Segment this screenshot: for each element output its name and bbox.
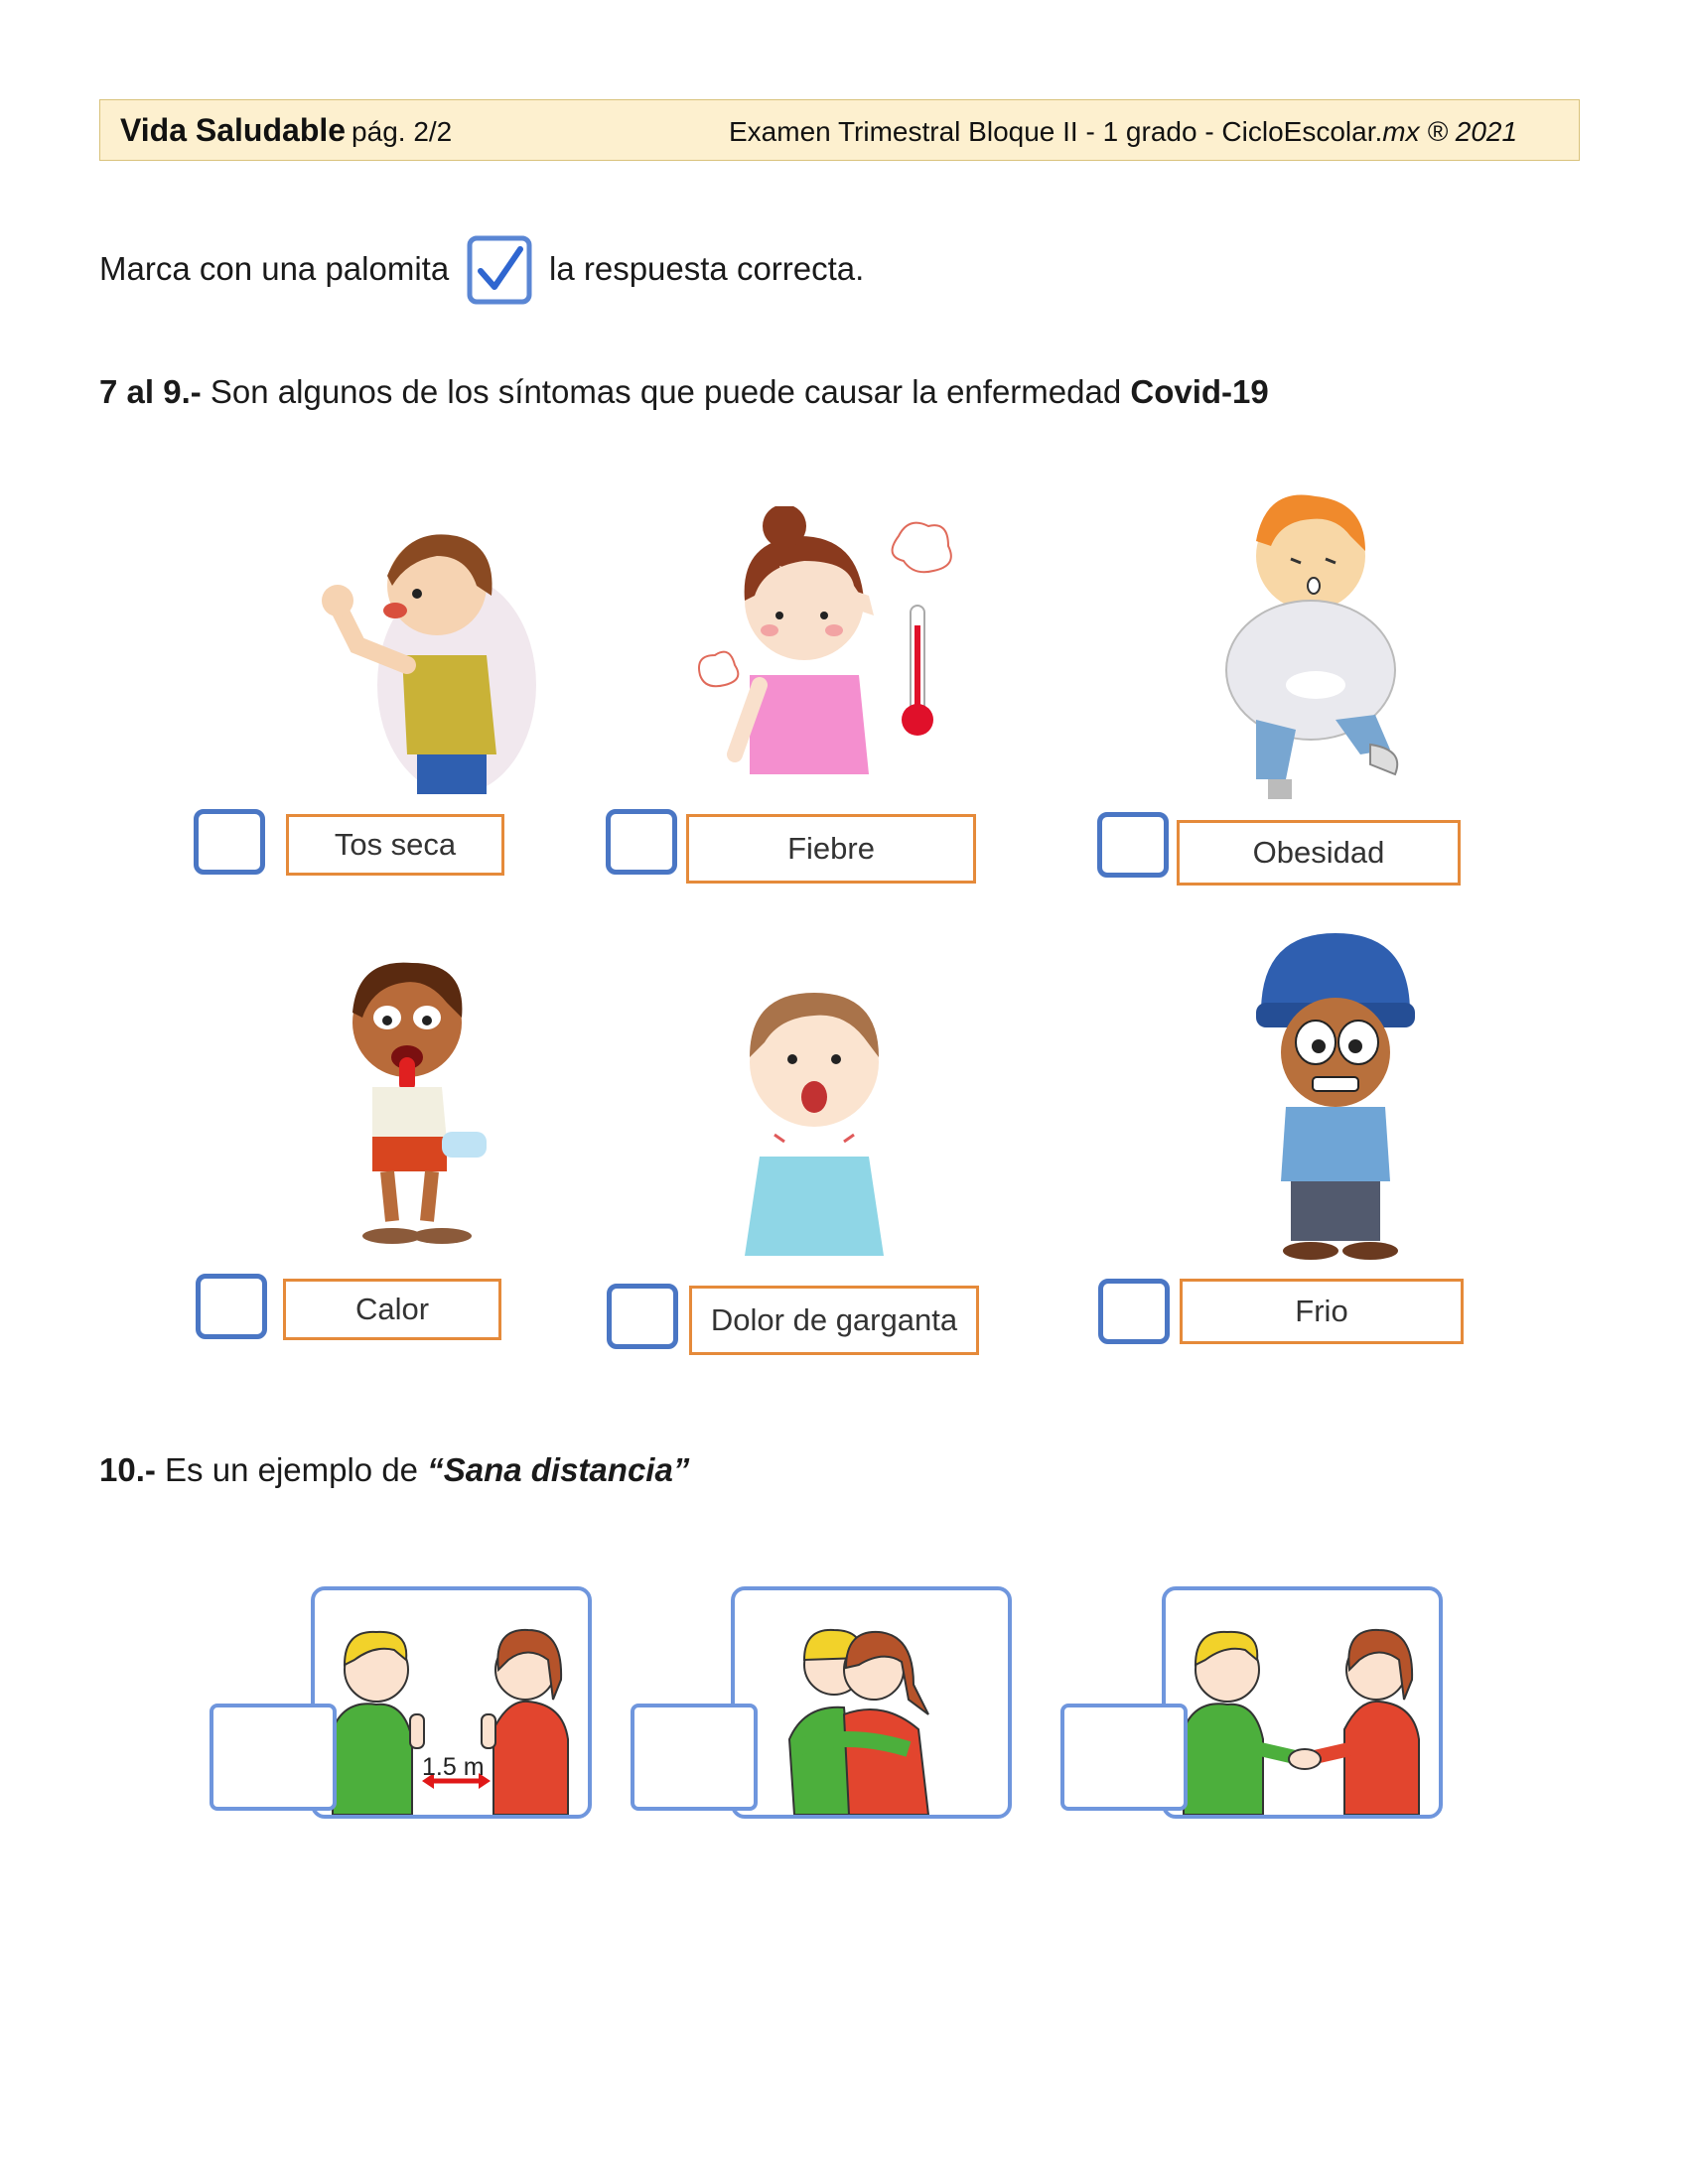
option-label-calor: Calor — [283, 1279, 501, 1340]
question-highlight: “Sana distancia” — [427, 1451, 690, 1488]
instruction-before: Marca con una palomita — [99, 250, 450, 287]
cold-boy-illustration — [1231, 923, 1430, 1266]
coughing-boy-illustration — [298, 516, 536, 794]
option-label-obesidad: Obesidad — [1177, 820, 1461, 886]
exam-info-year: ® 2021 — [1419, 116, 1518, 147]
option-checkbox-handshake[interactable] — [1060, 1704, 1188, 1811]
sample-checkmark-icon — [467, 235, 532, 305]
page-number: pág. 2/2 — [352, 116, 453, 147]
option-checkbox-hug[interactable] — [631, 1704, 758, 1811]
option-label-fiebre: Fiebre — [686, 814, 976, 884]
question-text: Es un ejemplo de — [155, 1451, 428, 1488]
option-checkbox-fiebre[interactable] — [606, 809, 677, 875]
option-image-distance — [311, 1586, 592, 1819]
option-image-hug — [731, 1586, 1012, 1819]
option-checkbox-obesidad[interactable] — [1097, 812, 1169, 878]
option-image-handshake — [1162, 1586, 1443, 1819]
distance-label: 1.5 m — [422, 1753, 485, 1781]
exam-info — [729, 116, 1517, 148]
hot-boy-illustration — [298, 953, 516, 1251]
question-highlight: Covid-19 — [1130, 373, 1269, 410]
option-checkbox-dolor-de-garganta[interactable] — [607, 1284, 678, 1349]
page-header — [99, 99, 1580, 161]
question-10 — [99, 1451, 689, 1489]
handshake-illustration — [1166, 1590, 1439, 1815]
fever-girl-illustration — [690, 506, 958, 804]
question-text: Son algunos de los síntomas que puede causar la enfermedad — [201, 373, 1131, 410]
option-checkbox-distance[interactable] — [210, 1704, 337, 1811]
instruction-after: la respuesta correcta. — [549, 250, 865, 287]
option-label-frio: Frio — [1180, 1279, 1464, 1344]
question-number: 7 al 9.- — [99, 373, 202, 410]
overweight-boy-illustration — [1187, 481, 1425, 809]
option-label-dolor-de-garganta: Dolor de garganta — [689, 1286, 979, 1355]
option-label-tos-seca: Tos seca — [286, 814, 504, 876]
exam-info-prefix: Examen Trimestral Bloque II - 1 grado - CicloEscolar. — [729, 116, 1383, 147]
option-checkbox-tos-seca[interactable] — [194, 809, 265, 875]
question-number: 10.- — [99, 1451, 156, 1488]
sore-throat-boy-illustration — [715, 978, 914, 1261]
subject-title — [120, 112, 452, 149]
hug-illustration — [735, 1590, 1008, 1815]
exam-info-mx: mx — [1382, 116, 1420, 147]
option-checkbox-calor[interactable] — [196, 1274, 267, 1339]
question-7-9 — [99, 373, 1269, 411]
option-checkbox-frio[interactable] — [1098, 1279, 1170, 1344]
subject-name: Vida Saludable — [120, 112, 347, 148]
